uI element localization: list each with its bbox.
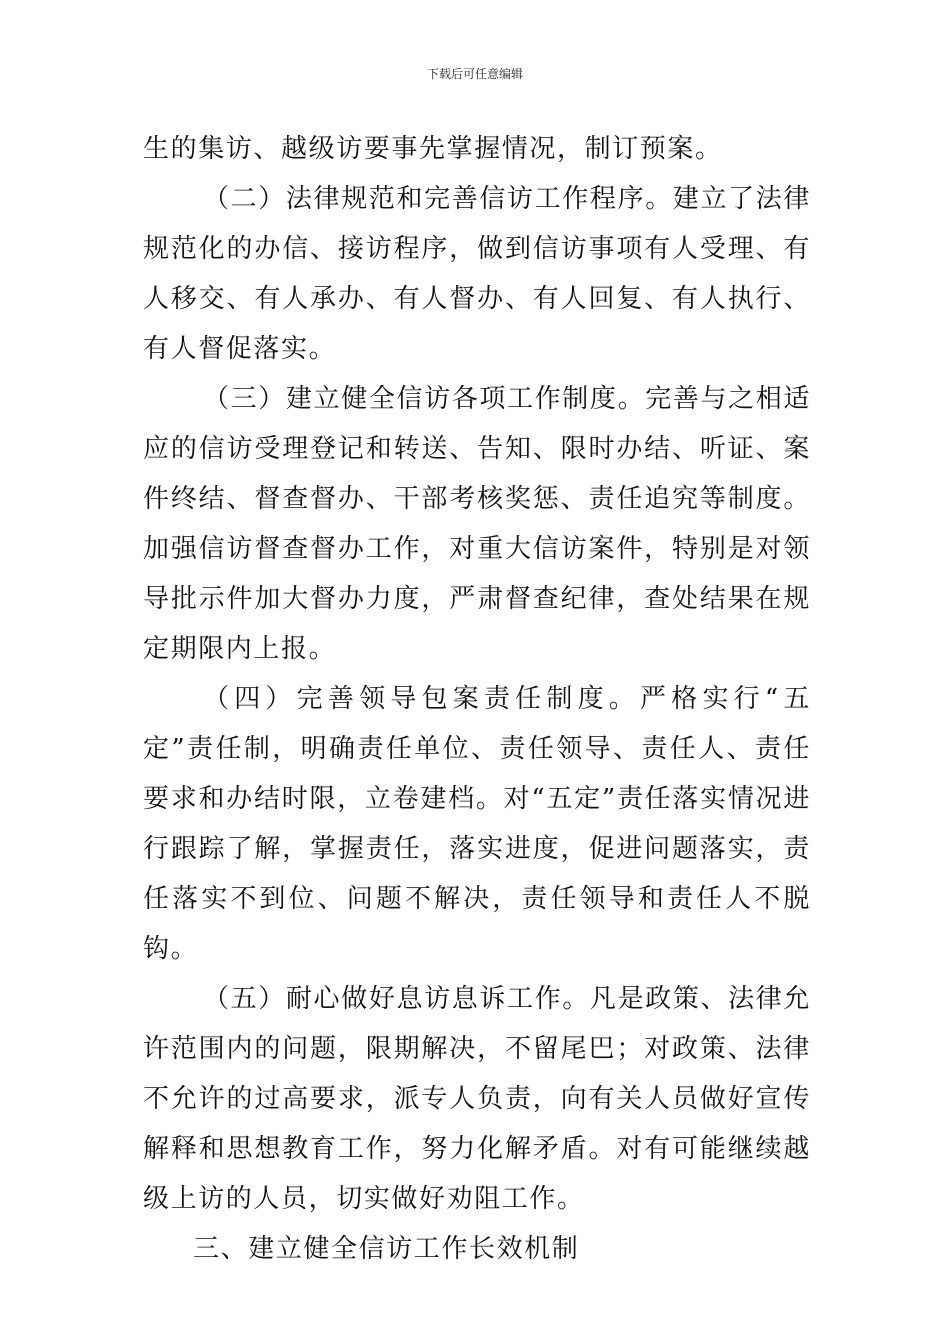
document-body — [143, 124, 811, 1274]
paragraph-section-5: （五）耐心做好息访息诉工作。凡是政策、法律允许范围内的问题，限期解决，不留尾巴；对政策、法律不允许的过高要求，派专人负责，向有关人员做好宣传解释和思想教育工作，努力化解矛盾。对有可能继续越级上访的人员，切实做好劝阻工作。 — [143, 984, 811, 1214]
paragraph-continuation: 生的集访、越级访要事先掌握情况，制订预案。 — [143, 134, 723, 164]
paragraph-section-3: （三）建立健全信访各项工作制度。完善与之相适应的信访受理登记和转送、告知、限时办结、听证、案件终结、督查督办、干部考核奖惩、责任追究等制度。加强信访督查督办工作，对重大信访案件，特别是对领导批示件加大督办力度，严肃督查纪律，查处结果在规定期限内上报。 — [143, 384, 811, 664]
page-header: 下载后可任意编辑 — [426, 67, 523, 81]
paragraph-section-4: （四）完善领导包案责任制度。严格实行“五定”责任制，明确责任单位、责任领导、责任人、责任要求和办结时限，立卷建档。对“五定”责任落实情况进行跟踪了解，掌握责任，落实进度，促进问题落实，责任落实不到位、问题不解决，责任领导和责任人不脱钩。 — [143, 684, 811, 964]
section-heading: 三、建立健全信访工作长效机制 — [193, 1234, 580, 1264]
paragraph-section-2: （二）法律规范和完善信访工作程序。建立了法律规范化的办信、接访程序，做到信访事项有人受理、有人移交、有人承办、有人督办、有人回复、有人执行、有人督促落实。 — [143, 184, 811, 364]
